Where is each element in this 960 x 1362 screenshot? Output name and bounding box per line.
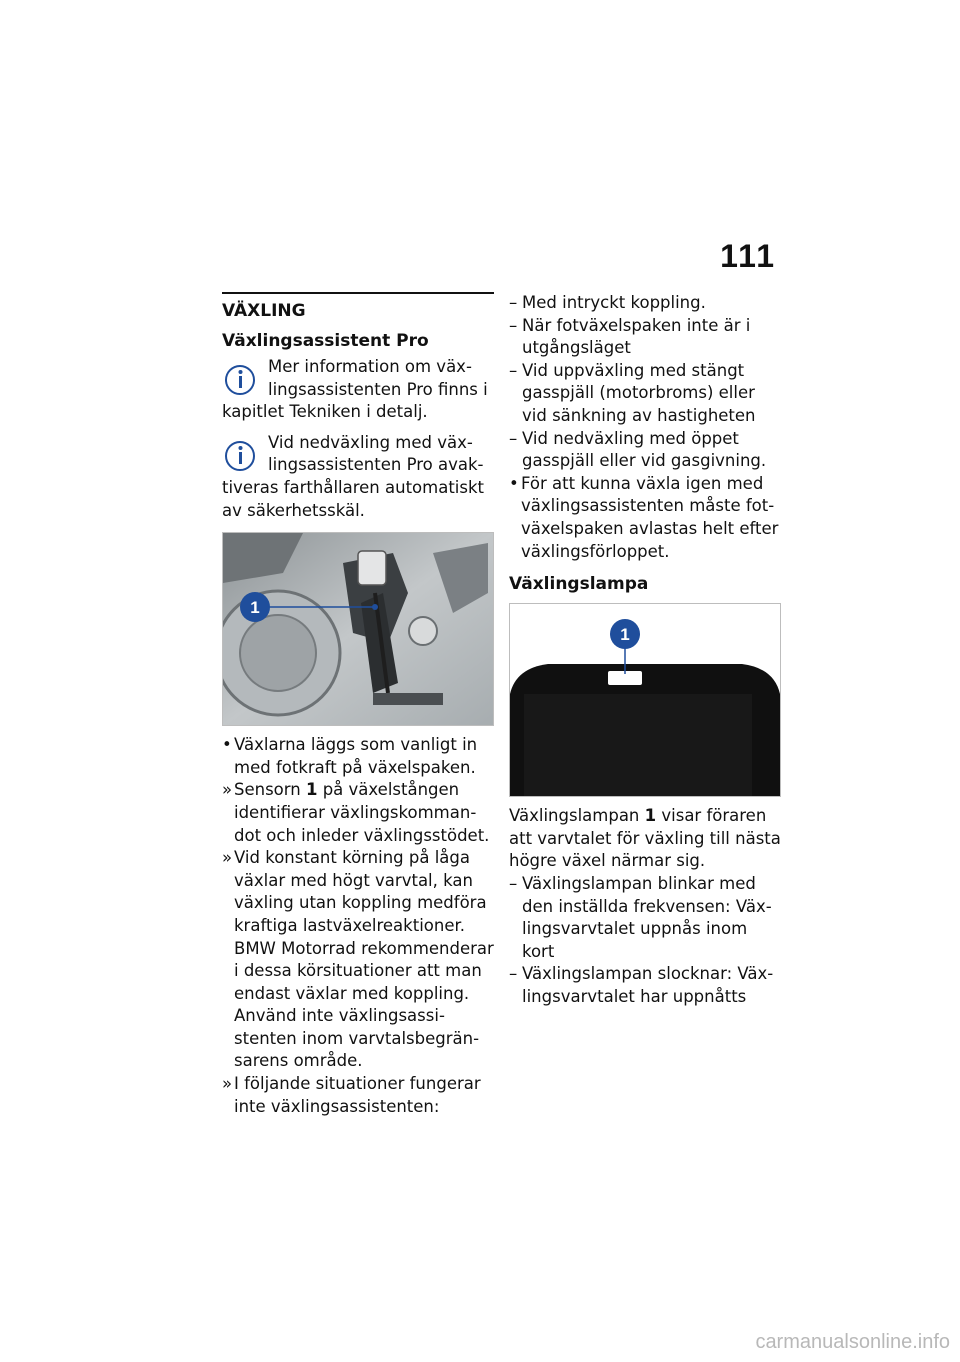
info-note-1	[222, 356, 494, 424]
list-item: • För att kunna växla igen med växlingsassistenten måste fotväxelspaken avlastas helt efter växlingsförloppet.	[509, 473, 779, 561]
shift-lamp-figure	[509, 603, 781, 797]
section-subtitle: Växlingsassistent Pro	[222, 331, 429, 351]
engine-illustration	[223, 533, 493, 725]
list-item: » I följande situationer fungerar inte växlingsassistenten:	[222, 1074, 481, 1116]
shift-sensor-figure	[222, 532, 494, 726]
list-item: • Växlarna läggs som vanligt in med fotkraft på växelspaken.	[222, 735, 478, 777]
list-item: – Vid nedväxling med öppet gasspjäll eller vid gasgivning.	[509, 428, 767, 471]
right-bullet-list	[509, 473, 781, 563]
list-item: » Vid konstant körning på låga växlar med högt varvtal, kan växling utan koppling medföra kraftiga lastväxelreaktioner. BMW Motorrad rekommenderar i dessa körsituationer att man endast växlar med koppling. Använd inte växlingsassistenten inom varvtalsbegränsarens område.	[222, 848, 494, 1071]
list-item: – När fotväxelspaken inte är i utgångsläget	[509, 315, 751, 358]
info-icon	[222, 356, 264, 400]
right-column	[509, 292, 781, 1008]
list-item: – Växlingslampan slocknar: Växlingsvarvtalet har uppnåtts	[509, 964, 774, 1006]
lamp-section-title: Växlingslampa	[509, 574, 649, 595]
figure-callout: 1	[620, 625, 630, 645]
list-item: – Växlingslampan blinkar med den inställda frekvensen: Växlingsvarvtalet uppnås inom kort	[509, 873, 772, 961]
section-rule	[222, 292, 494, 294]
lamp-list	[509, 873, 781, 1009]
watermark: carmanualsonline.info	[755, 1331, 950, 1353]
left-list	[222, 734, 494, 1118]
page-number: 111	[720, 238, 776, 274]
list-item: – Vid uppväxling med stängt gasspjäll (motorbroms) eller vid sänkning av hastigheten	[509, 360, 756, 425]
left-column	[222, 292, 494, 1118]
list-item: » Sensorn 1 på växelstången identifierar växlingskommandot och inleder växlingsstödet.	[222, 780, 490, 845]
info-icon	[222, 432, 264, 476]
lamp-caption: Växlingslampan 1 visar föraren att varvtalet för växling till nästa högre växel närmar sig.	[509, 806, 781, 871]
info-note-text: Mer information om växlingsassistenten Pro finns i kapitlet Tekniken i detalj.	[222, 357, 488, 422]
info-note-2	[222, 432, 494, 522]
display-illustration	[510, 604, 780, 796]
section-title: VÄXLING	[222, 301, 306, 321]
right-dash-list	[509, 292, 781, 473]
list-item: – Med intryckt koppling.	[509, 293, 706, 312]
info-note-text: Vid nedväxling med växlingsassistenten Pro avaktiveras farthållaren automatiskt av säkerhetsskäl.	[222, 432, 484, 520]
figure-callout: 1	[250, 598, 260, 618]
